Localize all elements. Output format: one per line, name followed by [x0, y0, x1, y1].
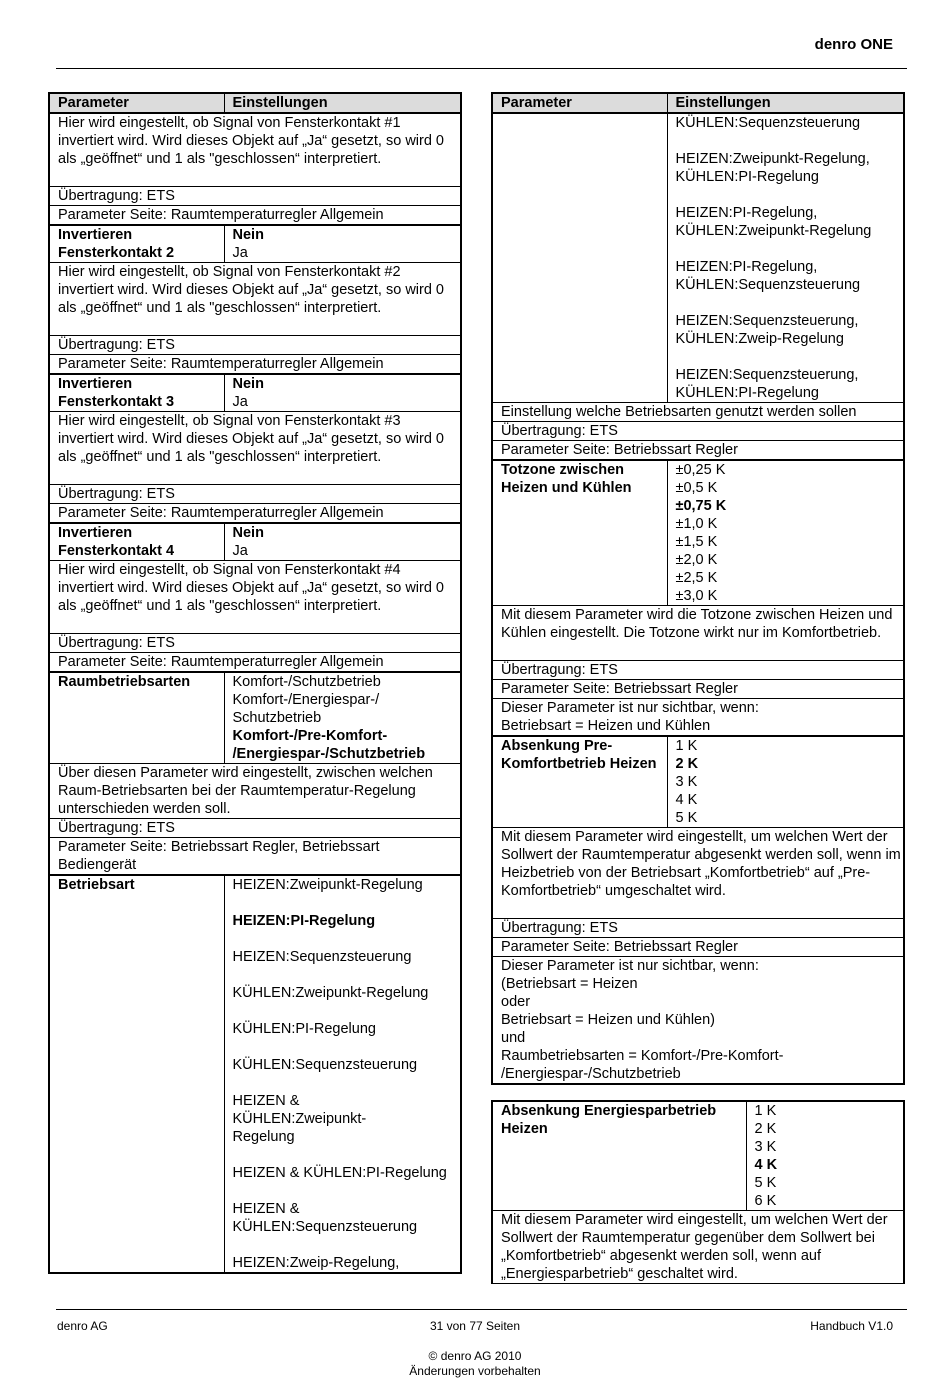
option: HEIZEN:Zweipunkt-Regelung, KÜHLEN:PI-Regelung	[675, 151, 870, 185]
option: 3 K	[754, 1139, 777, 1155]
option: ±3,0 K	[675, 588, 718, 604]
parameter-table-right-energiespar	[491, 1100, 905, 1284]
param-row-absenkung-pre-komfort	[492, 736, 904, 828]
option-default: 2 K	[675, 756, 699, 772]
param-name: Invertieren Fensterkontakt 3	[49, 374, 224, 412]
param-row-fensterkontakt-3	[49, 374, 461, 412]
description-cell: Mit diesem Parameter wird eingestellt, um welchen Wert der Sollwert der Raumtemperatur abgesenkt werden soll, wenn im Heizbetrieb von der Betriebsart „Komfortbetrieb“ auf „Pre-Komfortbetrieb“ umgeschaltet wird.	[492, 828, 904, 919]
option: HEIZEN:Zweip-Regelung,	[232, 1255, 400, 1271]
description-cell: Mit diesem Parameter wird eingestellt, um welchen Wert der Sollwert der Raumtemperatur gegenüber dem Sollwert bei „Komfortbetrieb“ abgesenkt werden soll, wenn auf „Energiesparbetrieb“ geschaltet wird.	[492, 1211, 904, 1284]
transfer-cell: Übertragung: ETS	[492, 919, 904, 938]
option: ±1,5 K	[675, 534, 718, 550]
param-row-betriebsart	[49, 875, 461, 1273]
page-cell: Parameter Seite: Raumtemperaturregler Allgemein	[49, 504, 461, 524]
visibility-cell	[492, 957, 904, 1085]
visibility-line: Betriebsart = Heizen und Kühlen)	[501, 1012, 716, 1028]
table-row	[492, 938, 904, 957]
footer-company: denro AG	[57, 1319, 108, 1333]
param-name: Raumbetriebsarten	[49, 672, 224, 764]
page-cell: Parameter Seite: Raumtemperaturregler Allgemein	[49, 355, 461, 375]
param-name: Totzone zwischen Heizen und Kühlen	[492, 460, 667, 606]
option: ±2,5 K	[675, 570, 718, 586]
option: Ja	[232, 543, 248, 559]
table-row	[492, 1211, 904, 1284]
option: Ja	[232, 394, 248, 410]
table-header-row	[492, 93, 904, 113]
option: 3 K	[675, 774, 698, 790]
option: 2 K	[754, 1121, 777, 1137]
option: 5 K	[675, 810, 698, 826]
table-row	[49, 561, 461, 634]
param-name: Absenkung Energiesparbetrieb Heizen	[492, 1101, 746, 1211]
table-header-row	[49, 93, 461, 113]
description-cell: Hier wird eingestellt, ob Signal von Fensterkontakt #4 invertiert wird. Wird dieses Objekt auf „Ja“ gesetzt, so wird 0 als „geöffnet“ und 1 als "geschlossen“ interpretiert.	[49, 561, 461, 634]
option: HEIZEN:PI-Regelung, KÜHLEN:Sequenzsteuerung	[675, 259, 861, 293]
param-options	[224, 672, 461, 764]
table-row	[49, 336, 461, 355]
page-cell: Parameter Seite: Betriebssart Regler	[492, 938, 904, 957]
param-options	[224, 875, 461, 1273]
table-row	[49, 485, 461, 504]
param-row-fensterkontakt-4	[49, 523, 461, 561]
option: HEIZEN:Zweipunkt-Regelung	[232, 877, 423, 893]
option: 4 K	[675, 792, 698, 808]
param-name: Betriebsart	[49, 875, 224, 1273]
table-row	[492, 606, 904, 661]
table-row	[492, 919, 904, 938]
footer-copyright: © denro AG 2010	[428, 1349, 522, 1363]
option: Komfort-/Energiespar-/ Schutzbetrieb	[232, 692, 380, 726]
header-parameter: Parameter	[49, 93, 224, 113]
transfer-cell: Übertragung: ETS	[49, 634, 461, 653]
option: HEIZEN:Sequenzsteuerung, KÜHLEN:PI-Regelung	[675, 367, 859, 401]
page-cell: Parameter Seite: Betriebssart Regler, Betriebssart Bediengerät	[49, 838, 461, 876]
visibility-cell	[492, 699, 904, 737]
param-name	[492, 113, 667, 403]
option-default: ±0,75 K	[675, 498, 727, 514]
option-default: 4 K	[754, 1157, 778, 1173]
option: 1 K	[754, 1103, 777, 1119]
transfer-cell: Übertragung: ETS	[492, 661, 904, 680]
option: HEIZEN & KÜHLEN:Sequenzsteuerung	[232, 1201, 418, 1235]
option: KÜHLEN:PI-Regelung	[232, 1021, 376, 1037]
option: KÜHLEN:Zweipunkt-Regelung	[232, 985, 429, 1001]
param-row-fensterkontakt-2	[49, 225, 461, 263]
param-options	[667, 460, 904, 606]
param-options	[224, 374, 461, 412]
option: Ja	[232, 245, 248, 261]
option: Komfort-/Schutzbetrieb	[232, 674, 381, 690]
option: HEIZEN:PI-Regelung, KÜHLEN:Zweipunkt-Regelung	[675, 205, 872, 239]
option-default: Nein	[232, 227, 264, 243]
option: HEIZEN:Sequenzsteuerung	[232, 949, 412, 965]
table-row	[492, 828, 904, 919]
description-cell: Mit diesem Parameter wird die Totzone zwischen Heizen und Kühlen eingestellt. Die Totzone wirkt nur im Komfortbetrieb.	[492, 606, 904, 661]
table-row	[492, 422, 904, 441]
option: ±2,0 K	[675, 552, 718, 568]
table-row	[49, 764, 461, 819]
table-row	[492, 680, 904, 699]
brand-title: denro ONE	[814, 36, 893, 53]
header-settings: Einstellungen	[667, 93, 904, 113]
option: 6 K	[754, 1193, 777, 1209]
description-cell: Hier wird eingestellt, ob Signal von Fensterkontakt #3 invertiert wird. Wird dieses Objekt auf „Ja“ gesetzt, so wird 0 als „geöffnet“ und 1 als "geschlossen“ interpretiert.	[49, 412, 461, 485]
table-row	[492, 661, 904, 680]
table-row	[49, 504, 461, 524]
visibility-line: Betriebsart = Heizen und Kühlen	[501, 718, 711, 734]
option-default: HEIZEN:PI-Regelung	[232, 913, 376, 929]
table-row	[49, 113, 461, 187]
option: ±0,25 K	[675, 462, 726, 478]
header-parameter: Parameter	[492, 93, 667, 113]
param-options	[746, 1101, 904, 1211]
table-row	[49, 653, 461, 673]
param-name: Invertieren Fensterkontakt 4	[49, 523, 224, 561]
footer-copyright-block	[0, 1349, 950, 1379]
table-row	[49, 838, 461, 876]
table-row	[492, 957, 904, 1085]
description-cell: Hier wird eingestellt, ob Signal von Fensterkontakt #1 invertiert wird. Wird dieses Objekt auf „Ja“ gesetzt, so wird 0 als „geöffnet“ und 1 als "geschlossen“ interpretiert.	[49, 113, 461, 187]
page-cell: Parameter Seite: Raumtemperaturregler Allgemein	[49, 653, 461, 673]
param-row-raumbetriebsarten	[49, 672, 461, 764]
option: ±1,0 K	[675, 516, 718, 532]
transfer-cell: Übertragung: ETS	[49, 485, 461, 504]
option: HEIZEN & KÜHLEN:PI-Regelung	[232, 1165, 447, 1181]
footer-rule	[56, 1309, 907, 1310]
option: 1 K	[675, 738, 698, 754]
description-cell: Hier wird eingestellt, ob Signal von Fensterkontakt #2 invertiert wird. Wird dieses Objekt auf „Ja“ gesetzt, so wird 0 als „geöffnet“ und 1 als "geschlossen“ interpretiert.	[49, 263, 461, 336]
param-name: Invertieren Fensterkontakt 2	[49, 225, 224, 263]
table-row	[49, 187, 461, 206]
header-rule	[56, 68, 907, 69]
param-options	[224, 225, 461, 263]
param-row-betriebsart-continued	[492, 113, 904, 403]
table-row	[49, 634, 461, 653]
option-default: Komfort-/Pre-Komfort- /Energiespar-/Schutzbetrieb	[232, 728, 426, 762]
parameter-table-right	[491, 92, 905, 1085]
option-default: Nein	[232, 376, 264, 392]
table-row	[492, 699, 904, 737]
transfer-cell: Übertragung: ETS	[492, 422, 904, 441]
table-row	[49, 355, 461, 375]
transfer-cell: Übertragung: ETS	[49, 187, 461, 206]
table-row	[492, 441, 904, 461]
option: KÜHLEN:Sequenzsteuerung	[232, 1057, 418, 1073]
footer-notice: Änderungen vorbehalten	[409, 1364, 541, 1378]
option: 5 K	[754, 1175, 777, 1191]
visibility-line: und	[501, 1030, 526, 1046]
table-row	[49, 819, 461, 838]
parameter-table-left	[48, 92, 462, 1274]
visibility-line: Raumbetriebsarten = Komfort-/Pre-Komfort- /Energiespar-/Schutzbetrieb	[501, 1048, 784, 1082]
param-options	[667, 113, 904, 403]
header-settings: Einstellungen	[224, 93, 461, 113]
option: KÜHLEN:Sequenzsteuerung	[675, 115, 861, 131]
option-default: Nein	[232, 525, 264, 541]
page-cell: Parameter Seite: Betriebssart Regler	[492, 680, 904, 699]
visibility-line: (Betriebsart = Heizen	[501, 976, 638, 992]
page-cell: Parameter Seite: Betriebssart Regler	[492, 441, 904, 461]
visibility-line: Dieser Parameter ist nur sichtbar, wenn:	[501, 958, 759, 974]
table-row	[49, 412, 461, 485]
param-options	[224, 523, 461, 561]
table-row	[49, 206, 461, 226]
param-options	[667, 736, 904, 828]
param-name: Absenkung Pre-Komfortbetrieb Heizen	[492, 736, 667, 828]
transfer-cell: Übertragung: ETS	[49, 819, 461, 838]
param-row-absenkung-energiespar	[492, 1101, 904, 1211]
transfer-cell: Übertragung: ETS	[49, 336, 461, 355]
table-row	[492, 403, 904, 422]
visibility-line: Dieser Parameter ist nur sichtbar, wenn:	[501, 700, 759, 716]
description-cell: Über diesen Parameter wird eingestellt, zwischen welchen Raum-Betriebsarten bei der Raumtemperatur-Regelung unterschieden werden soll.	[49, 764, 461, 819]
description-cell: Einstellung welche Betriebsarten genutzt werden sollen	[492, 403, 904, 422]
visibility-line: oder	[501, 994, 531, 1010]
page-cell: Parameter Seite: Raumtemperaturregler Allgemein	[49, 206, 461, 226]
option: ±0,5 K	[675, 480, 718, 496]
table-row	[49, 263, 461, 336]
footer-version: Handbuch V1.0	[810, 1319, 893, 1333]
footer-page-number: 31 von 77 Seiten	[429, 1319, 521, 1333]
option: HEIZEN:Sequenzsteuerung, KÜHLEN:Zweip-Regelung	[675, 313, 859, 347]
param-row-totzone	[492, 460, 904, 606]
option: HEIZEN & KÜHLEN:Zweipunkt-Regelung	[232, 1093, 367, 1145]
